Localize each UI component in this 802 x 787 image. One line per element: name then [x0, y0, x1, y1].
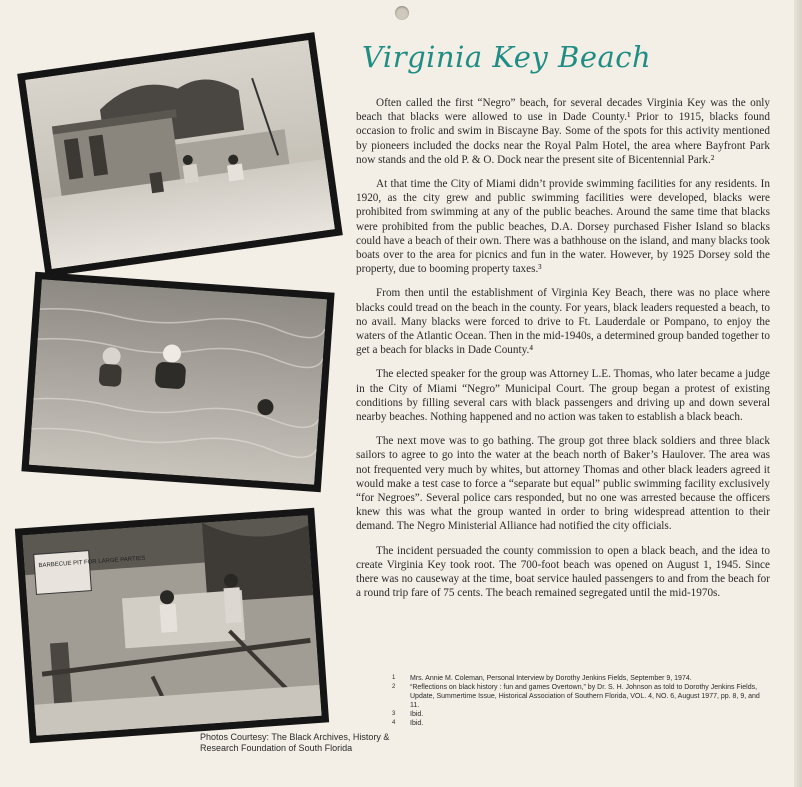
- page-edge: [794, 0, 802, 787]
- footnote-number: 1: [392, 675, 396, 681]
- paragraph-6: The incident persuaded the county commission to open a black beach, and the idea to create Virginia Key took root. The 700-foot beach was opened on August 1, 1945. Since there was no causeway at the time, boat service hauled passengers to and from the beach for a round trip fare of 75 cents. The beach remained segregated until the mid-1970s.: [356, 544, 770, 600]
- footnote: [392, 710, 770, 719]
- article-body: [356, 96, 770, 611]
- footnote: [392, 719, 770, 728]
- paragraph-5: The next move was to go bathing. The group got three black soldiers and three black sailors to agree to go into the water at the beach north of Baker’s Haulover. The area was not frequented very much by whites, but attorney Thomas and other black leaders agreed it would make a test case to force a “separate but equal” public swimming facility exclusively “for Negroes”. Several police cars responded, but no one was arrested because the officers knew this was what the group wanted in order to bring widespread attention to their demand. The Negro Ministerial Alliance had notified the city officials.: [356, 435, 770, 533]
- paragraph-3: From then until the establishment of Virginia Key Beach, there was no place where blacks could tread on the beach in the county. For years, black leaders requested a beach, to no avail. Many blacks were forced to drive to Ft. Lauderdale or Pompano, to enjoy the waters of the Atlantic Ocean. Then in the mid-1940s, a determined group banded together to get a beach for blacks in Dade County.⁴: [356, 287, 770, 357]
- footnote-number: 4: [392, 720, 396, 726]
- barbecue-pit-image: [22, 515, 321, 735]
- beach-cabanas-image: [25, 40, 335, 269]
- footnote-number: 2: [392, 684, 396, 690]
- paragraph-1: Often called the first “Negro” beach, for several decades Virginia Key was the only beach that blacks were allowed to use in Dade County.¹ Prior to 1915, blacks found occasion to frolic and swim in Biscayne Bay. Some of the spots for this activity mentioned by pioneers included the docks near the Royal Palm Hotel, the area where Bayfront Park now stands and the old P. & O. Dock near the present site of Bicentennial Park.²: [356, 97, 770, 166]
- footnotes: [392, 674, 770, 728]
- footnote: [392, 683, 770, 710]
- footnote-text: Ibid.: [410, 711, 424, 718]
- photo-credit: Photos Courtesy: The Black Archives, History & Research Foundation of South Florida: [200, 732, 390, 753]
- binder-hole: [395, 6, 409, 20]
- footnote-number: 3: [392, 711, 396, 717]
- barbecue-sign-text: BARBECUE PIT FOR LARGE PARTIES: [38, 555, 146, 570]
- photo-beach-cabanas: [17, 32, 343, 277]
- footnote: [392, 674, 770, 683]
- footnote-text: Ibid.: [410, 720, 424, 727]
- paragraph-2: At that time the City of Miami didn’t provide swimming facilities for any residents. In 1920, as the city grew and public swimming facilities were developed, blacks were prohibited from swimming at any of the public beaches. Around the same time that blacks were prohibited from the public beaches, D.A. Dorsey purchased Fisher Island so blacks could have a beach of their own. There was a bathhouse on the island, and many blacks took boats over to the area for picnics and fun in the water. However, by 1925 Dorsey sold the property, due to booming property taxes.³: [356, 178, 770, 276]
- footnote-text: “Reflections on black history : fun and games Overtown,” by Dr. S. H. Johnson as told to Dorothy Jenkins Fields, Update, Summertime Issue, Historical Association of Southern Florida, VOL. 4, NO. 6, August 1977, pp. 8, 9, and 11.: [410, 684, 760, 709]
- footnote-text: Mrs. Annie M. Coleman, Personal Interview by Dorothy Jenkins Fields, September 9, 1974.: [410, 675, 692, 682]
- photo-swimmers: [21, 272, 334, 492]
- photo-barbecue-pit: [15, 508, 329, 743]
- swimmers-image: [29, 279, 327, 484]
- paragraph-4: The elected speaker for the group was Attorney L.E. Thomas, who later became a judge in the City of Miami “Negro” Municipal Court. The group began a protest of existing conditions by filling several cars with black passengers and driving up and down several nearby beaches. Nothing happened and no action was taken to establish a black beach.: [356, 368, 770, 424]
- page-title: Virginia Key Beach: [362, 40, 652, 74]
